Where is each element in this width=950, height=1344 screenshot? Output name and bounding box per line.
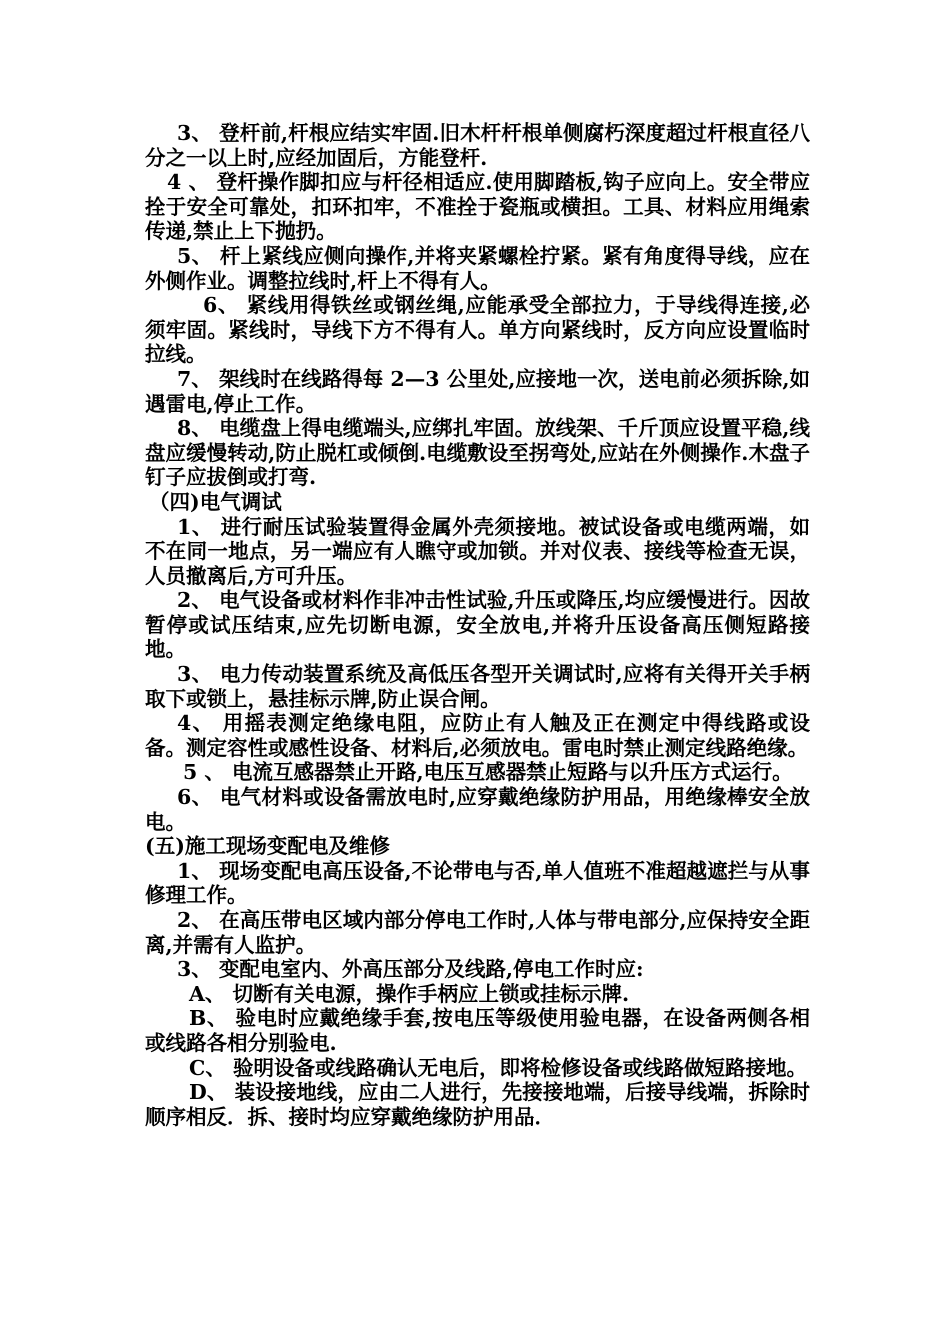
document-body: [145, 121, 810, 1129]
paragraph-item-1: 1、 进行耐压试验装置得金属外壳须接地。被试设备或电缆两端，如不在同一地点，另一端应有人瞧守或加锁。并对仪表、接线等检查无误，人员撤离后,方可升压。: [145, 514, 810, 588]
paragraph-item-2c: 2、 在高压带电区域内部分停电工作时,人体与带电部分,应保持安全距离,并需有人监护。: [145, 908, 810, 957]
paragraph-item-5: 5、 杆上紧线应侧向操作,并将夹紧螺栓拧紧。紧有角度得导线，应在外侧作业。调整拉线时,杆上不得有人。: [145, 243, 810, 293]
paragraph-item-3c: 3、 变配电室内、外高压部分及线路,停电工作时应:: [177, 957, 644, 982]
paragraph-item-6b: 6、 电气材料或设备需放电时,应穿戴绝缘防护用品，用绝缘棒安全放电。: [145, 785, 810, 834]
paragraph-item-4: 4 、 登杆操作脚扣应与杆径相适应.使用脚踏板,钩子应向上。安全带应拴于安全可靠处，扣环扣牢，不准拴于瓷瓶或横担。工具、材料应用绳索传递,禁止上下抛扔。: [145, 170, 810, 244]
paragraph-item-3: 3、 登杆前,杆根应结实牢固.旧木杆杆根单侧腐朽深度超过杆根直径八分之一以上时,应经加固后，方能登杆.: [145, 121, 810, 170]
section-heading-substation-maintenance: (五)施工现场变配电及维修: [145, 834, 390, 859]
paragraph-item-7: 7、 架线时在线路得每 2—3 公里处,应接地一次，送电前必须拆除,如遇雷电,停止工作。: [145, 366, 810, 416]
paragraph-subitem-c: C、 验明设备或线路确认无电后，即将检修设备或线路做短路接地。: [189, 1055, 807, 1080]
paragraph-item-8: 8、 电缆盘上得电缆端头,应绑扎牢固。放线架、千斤顶应设置平稳,线盘应缓慢转动,防止脱杠或倾倒.电缆敷设至拐弯处,应站在外侧操作.木盘子钉子应拔倒或打弯.: [145, 416, 810, 490]
paragraph-item-5b: 5 、 电流互感器禁止开路,电压互感器禁止短路与以升压方式运行。: [183, 760, 793, 785]
paragraph-subitem-b: B、 验电时应戴绝缘手套,按电压等级使用验电器，在设备两侧各相或线路各相分别验电.: [145, 1006, 810, 1055]
paragraph-item-6: 6、 紧线用得铁丝或钢丝绳,应能承受全部拉力，于导线得连接,必须牢固。紧线时，导线下方不得有人。单方向紧线时，反方向应设置临时拉线。: [145, 293, 810, 367]
paragraph-subitem-d: D、 装设接地线，应由二人进行，先接接地端，后接导线端，拆除时顺序相反．拆、接时均应穿戴绝缘防护用品．: [145, 1080, 810, 1129]
section-heading-electrical-testing: （四)电气调试: [149, 489, 282, 514]
paragraph-subitem-a: A、 切断有关电源，操作手柄应上锁或挂标示牌.: [189, 981, 630, 1006]
paragraph-item-1c: 1、 现场变配电高压设备,不论带电与否,单人值班不准超越遮拦与从事修理工作。: [145, 858, 810, 908]
paragraph-item-4b: 4、 用摇表测定绝缘电阻，应防止有人触及正在测定中得线路或设备。测定容性或感性设备、材料后,必须放电。雷电时禁止测定线路绝缘。: [145, 711, 810, 760]
paragraph-item-2: 2、 电气设备或材料作非冲击性试验,升压或降压,均应缓慢进行。因故暂停或试压结束,应先切断电源，安全放电,并将升压设备高压侧短路接地。: [145, 588, 810, 662]
paragraph-item-3b: 3、 电力传动装置系统及高低压各型开关调试时,应将有关得开关手柄取下或锁上，悬挂标示牌,防止误合闸。: [145, 662, 810, 711]
